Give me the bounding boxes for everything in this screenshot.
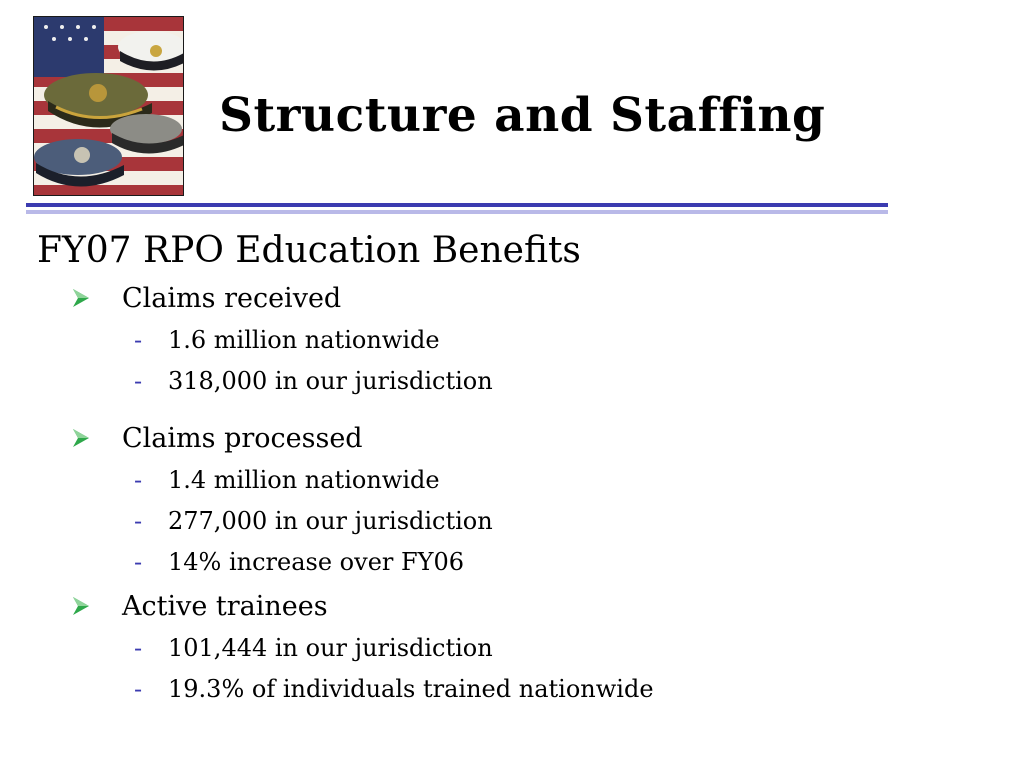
sub-bullet-item	[134, 632, 493, 664]
sub-bullet-text: 318,000 in our jurisdiction	[168, 367, 493, 395]
sub-bullet-marker: -	[134, 466, 143, 494]
sub-bullet-item	[134, 673, 654, 705]
sub-bullet-item	[134, 324, 440, 356]
arrow-bullet-icon	[72, 288, 122, 308]
bullet-item	[72, 420, 363, 456]
sub-bullet-marker: -	[134, 634, 143, 662]
bullet-item	[72, 280, 341, 316]
sub-bullet-text: 1.6 million nationwide	[168, 326, 440, 354]
sub-bullet-marker: -	[134, 326, 143, 354]
sub-bullet-item	[134, 365, 493, 397]
bullet-item	[72, 588, 328, 624]
slide-title: Structure and Staffing	[219, 88, 826, 143]
sub-bullet-marker: -	[134, 548, 143, 576]
bullet-label: Active trainees	[122, 590, 328, 622]
sub-bullet-text: 1.4 million nationwide	[168, 466, 440, 494]
sub-bullet-text: 14% increase over FY06	[168, 548, 465, 576]
military-caps-photo	[33, 16, 184, 196]
section-heading: FY07 RPO Education Benefits	[37, 230, 581, 271]
sub-bullet-item	[134, 464, 440, 496]
arrow-bullet-icon	[72, 596, 122, 616]
sub-bullet-item	[134, 505, 493, 537]
arrow-bullet-icon	[72, 428, 122, 448]
sub-bullet-marker: -	[134, 507, 143, 535]
divider-line-light	[26, 210, 888, 214]
sub-bullet-text: 19.3% of individuals trained nationwide	[168, 675, 654, 703]
divider-line-dark	[26, 203, 888, 207]
sub-bullet-marker: -	[134, 367, 143, 395]
bullet-label: Claims received	[122, 282, 342, 314]
bullet-label: Claims processed	[122, 422, 363, 454]
sub-bullet-item	[134, 546, 464, 578]
sub-bullet-marker: -	[134, 675, 143, 703]
title-divider	[26, 203, 888, 215]
sub-bullet-text: 277,000 in our jurisdiction	[168, 507, 493, 535]
sub-bullet-text: 101,444 in our jurisdiction	[168, 634, 493, 662]
